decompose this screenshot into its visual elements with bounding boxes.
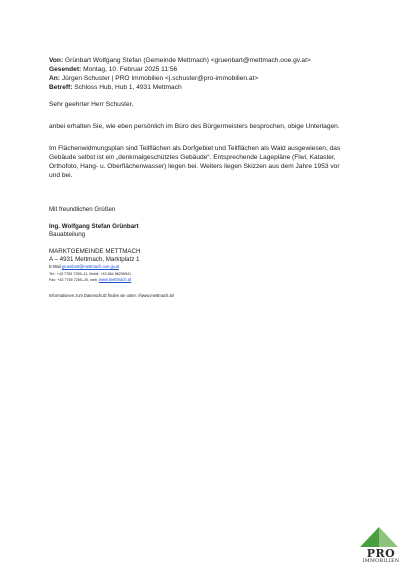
from-label: Von: [49,57,64,64]
fax-label: Fax: +43 7755 7255–20, web: [49,278,99,282]
signature-department: Bauabteilung [49,231,86,238]
to-line [49,75,258,83]
from-value: Grünbart Wolfgang Stefan (Gemeinde Mettmach) <gruenbart@mettmach.ooe.gv.at> [63,57,311,64]
signature-address: A – 4931 Mettmach, Marktplatz 1 [49,256,140,263]
from-line [49,57,311,65]
signature-org: MARKTGEMEINDE METTMACH [49,248,141,255]
email-link[interactable]: gruenbart@mettmach.ooe.gv.at [61,264,120,269]
signature-name: Ing. Wolfgang Stefan Grünbart [49,223,139,230]
greeting: Sehr geehrter Herr Schuster, [49,101,134,108]
sent-line [49,66,177,74]
subject-line [49,84,182,92]
subject-value: Schloss Hub, Hub 1, 4931 Mettmach [72,84,182,91]
body-paragraph-1: anbei erhalten Sie, wie eben persönlich im Büro des Bürgermeisters besprochen, obige Unterlagen. [49,123,340,130]
logo-subtext: IMMOBILIEN [362,559,400,564]
privacy-note: Informationen zum Datenschutz finden sie unter: //www.mettmach.at/ [49,293,174,298]
to-label: An: [49,75,60,82]
body-paragraph-2-line-1: Im Flächenwidmungsplan sind Teilflächen als Dorfgebiet und Teilflächen als Wald ausgewiesen, das [49,145,341,152]
subject-label: Betreff: [49,84,73,91]
body-paragraph-2-line-3: Orthofoto, Hang- u. Oberflächenwasser) liegen bei. Weiters liegen Skizzen aus dem Jahre 1953 vor [49,163,340,170]
email-label: E-Mail [49,264,62,269]
email-line [49,265,119,270]
logo-triangle-left [360,527,379,547]
logo-triangle-right [379,527,398,547]
fax-web-line [49,278,131,283]
logo-pro-text: PRO [366,547,396,560]
web-link[interactable]: www.mettmach.at [98,277,132,282]
closing: Mit freundlichen Grüßen [49,206,116,213]
tel-line: Tel.: +43 7755 7255–11, Mobil: +43 664 88295941 [49,272,132,276]
sent-label: Gesendet: [49,66,82,73]
logo-wordmark [360,548,402,564]
body-paragraph-2-line-2: Gebäude selbst ist ein „denkmalgeschütztes Gebäude“. Entsprechende Lagepläne (Flwi, Kataster, [49,154,336,161]
to-value: Jürgen Schuster | PRO Immobilien <j.schuster@pro-immobilien.at> [60,75,259,82]
sent-value: Montag, 10. Februar 2025 11:56 [81,66,178,73]
body-paragraph-2-line-4: und bei. [49,172,73,179]
